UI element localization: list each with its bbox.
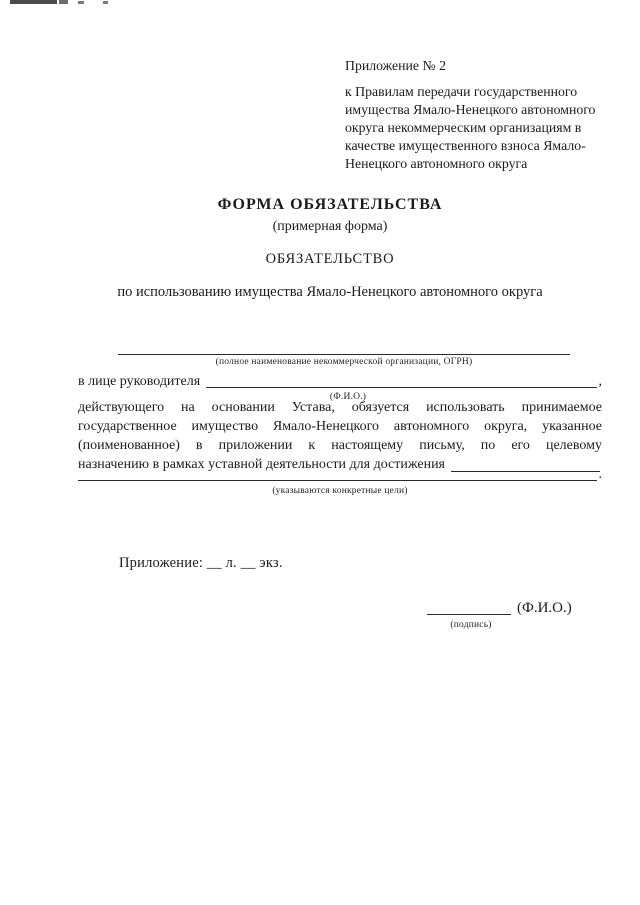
document-subject: по использованию имущества Ямало-Ненецкого автономного округа [117,284,543,300]
signature-fio-label: (Ф.И.О.) [517,600,572,616]
goals-period: . [598,467,602,482]
annex-reference-line: округа некоммерческим организациям в [345,120,582,135]
leader-row [78,373,602,390]
goals-row [78,467,602,483]
annex-reference-line: имущества Ямало-Ненецкого автономного [345,102,596,117]
organization-caption: (полное наименование некоммерческой организации, ОГРН) [215,357,473,367]
signature-row [427,600,603,617]
form-title: ФОРМА ОБЯЗАТЕЛЬСТВА [217,196,443,213]
paragraph-line: государственное имущество Ямало-Ненецкого автономного округа, указанное [78,419,602,434]
annex-header-block [345,57,607,173]
obligation-paragraph [78,398,602,474]
scan-artifact-mark [103,1,108,4]
paragraph-line-text: назначению в рамках уставной деятельности для достижения [78,457,445,472]
scan-artifact-mark [78,1,84,4]
leader-name-blank-field [206,376,596,388]
leader-comma: , [598,374,602,389]
signature-blank-field [427,603,511,615]
document-title: ОБЯЗАТЕЛЬСТВО [265,251,395,267]
signature-caption: (подпись) [450,620,492,630]
annex-reference-line: к Правилам передачи государственного [345,84,578,99]
goals-blank-field [78,469,597,481]
goals-caption: (указываются конкретные цели) [272,486,408,496]
attachment-note: Приложение: __ л. __ экз. [119,555,283,571]
annex-number: Приложение № 2 [345,58,447,73]
scan-artifact-mark [59,0,68,4]
paragraph-line: (поименованное) в приложении к настоящему письму, по его целевому [78,438,602,453]
leader-label: в лице руководителя [78,374,201,389]
organization-name-blank-field [118,340,570,355]
fio-caption: (Ф.И.О.) [329,392,367,402]
form-subtitle: (примерная форма) [272,219,388,234]
annex-reference-line: качестве имущественного взноса Ямало- [345,138,586,153]
scan-artifact-mark [10,0,57,4]
paragraph-line: действующего на основании Устава, обязуется использовать принимаемое [78,400,602,415]
annex-reference-line: Ненецкого автономного округа [345,156,528,171]
